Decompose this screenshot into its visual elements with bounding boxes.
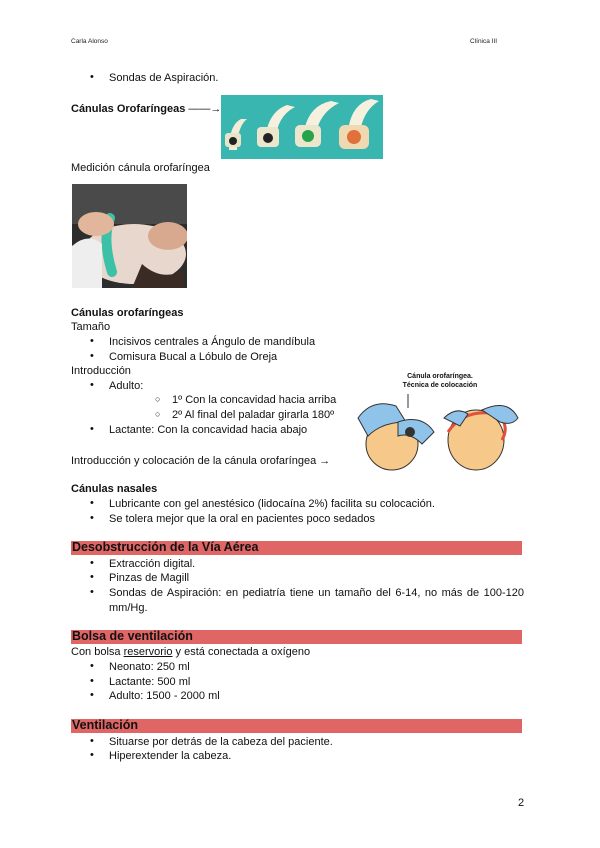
bolsa-intro — [71, 646, 310, 658]
header-course: Clínica III — [470, 38, 498, 45]
section-bar-ventilacion — [71, 719, 522, 733]
list-item — [109, 587, 524, 614]
medicion-photo — [72, 184, 187, 288]
list-item: • Adulto: 1500 - 2000 ml — [109, 690, 220, 702]
canulas-oro-text: Cánulas Orofaríngeas — [71, 103, 186, 115]
bolsa-intro-text: Con bolsa — [71, 646, 124, 658]
introduccion-label: Introducción — [71, 365, 131, 377]
tamano-label: Tamaño — [71, 321, 111, 333]
bolsa-intro-text: y está conectada a oxígeno — [172, 646, 311, 658]
figure-caption — [390, 372, 490, 390]
list-item: • Hiperextender la cabeza. — [109, 750, 231, 762]
canulas-oro-label — [71, 103, 221, 115]
sondas-line: mm/Hg. — [109, 602, 148, 614]
section-title: Bolsa de ventilación — [72, 629, 193, 643]
list-item: ○ 1º Con la concavidad hacia arriba — [172, 394, 336, 406]
section-bar-desobstruccion — [71, 541, 522, 555]
page-number: 2 — [518, 797, 525, 809]
list-item: • Extracción digital. — [109, 558, 195, 570]
figure-caption-line: Técnica de colocación — [402, 382, 478, 389]
list-item: • Neonato: 250 ml — [109, 661, 190, 673]
section-bar-bolsa — [71, 630, 522, 644]
list-item: • Lactante: Con la concavidad hacia abajo — [109, 424, 307, 436]
list-item: • Sondas de Aspiración. — [109, 72, 218, 84]
list-item: • Incisivos centrales a Ángulo de mandíbula — [109, 336, 315, 348]
section-title: Ventilación — [72, 718, 138, 732]
header-author: Carla Alonso — [71, 38, 108, 45]
figure-caption-line: Cánula orofaríngea. — [407, 373, 473, 380]
list-item: • Lubricante con gel anestésico (lidocaína 2%) facilita su colocación. — [109, 498, 435, 510]
list-item: ○ 2º Al final del paladar girarla 180º — [172, 409, 334, 421]
list-item: • Se tolera mejor que la oral en pacientes poco sedados — [109, 513, 375, 525]
medicion-label: Medición cánula orofaríngea — [71, 162, 210, 174]
list-item: • Comisura Bucal a Lóbulo de Oreja — [109, 351, 277, 363]
list-item: • Lactante: 500 ml — [109, 676, 190, 688]
intro-colocacion: Introducción y colocación de la cánula orofaríngea → — [71, 455, 331, 467]
sondas-line: • Sondas de Aspiración: en pediatría tiene un tamaño del 6-14, no más de 100-120 — [109, 587, 524, 599]
list-item: • Situarse por detrás de la cabeza del paciente. — [109, 736, 333, 748]
canulas-title: Cánulas orofaríngeas — [71, 307, 184, 319]
list-item: • Adulto: — [109, 380, 143, 392]
section-title: Desobstrucción de la Vía Aérea — [72, 540, 259, 554]
reservorio-link[interactable]: reservorio — [123, 646, 173, 658]
canulas-photo — [221, 95, 383, 159]
tecnica-figure — [352, 392, 522, 476]
list-item: • Pinzas de Magill — [109, 572, 189, 584]
arrow-icon: ——→ — [188, 103, 222, 115]
nasales-title: Cánulas nasales — [71, 483, 158, 495]
